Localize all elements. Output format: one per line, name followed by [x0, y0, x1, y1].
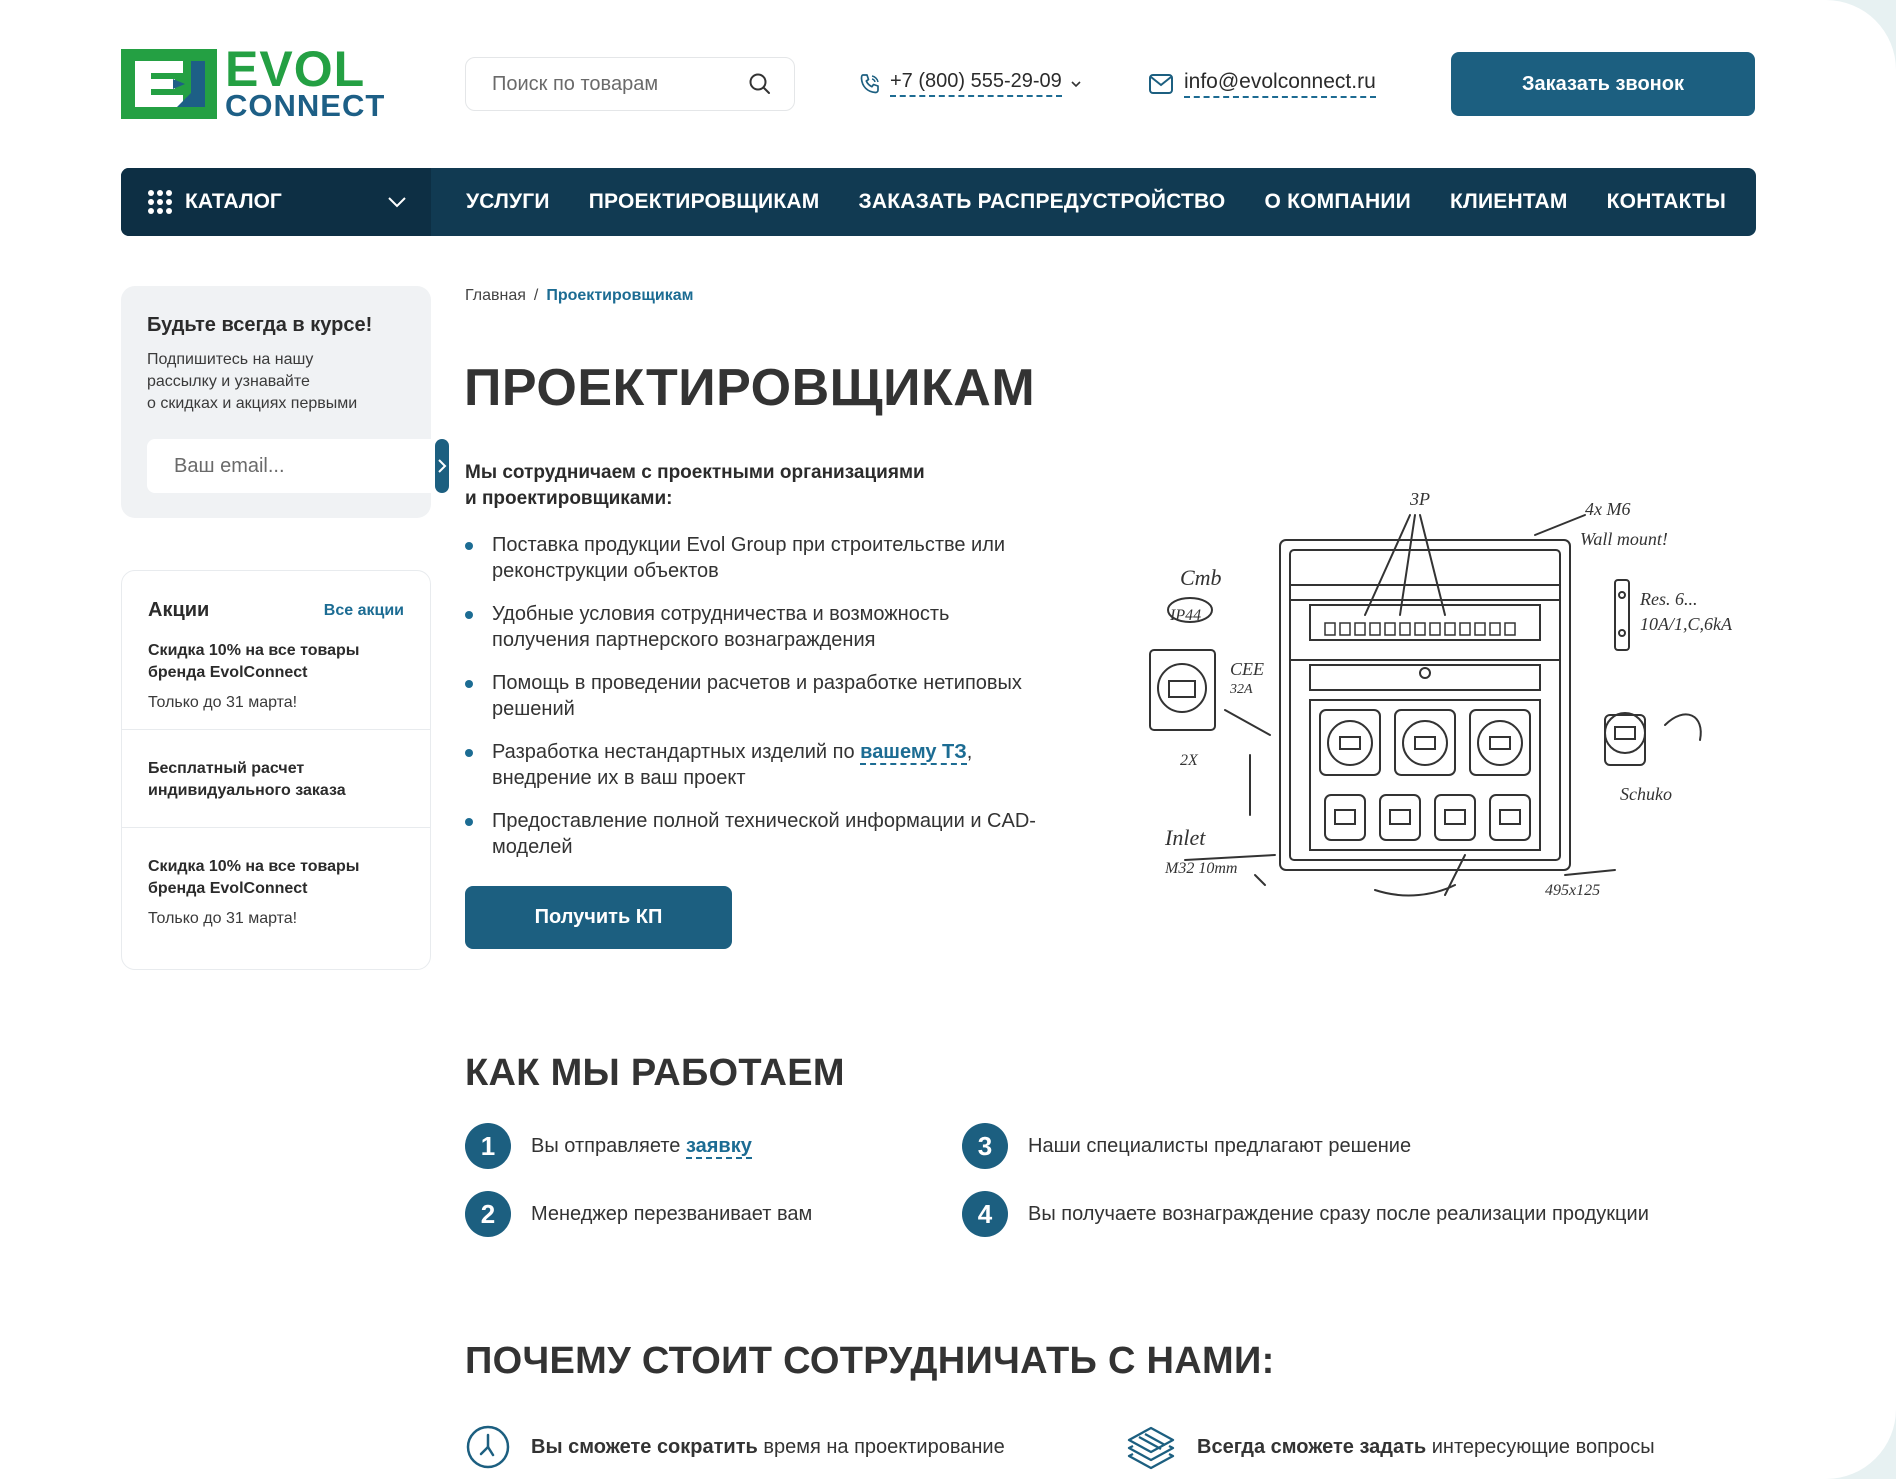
list-item-line: моделей: [492, 836, 573, 858]
list-item-line: ,: [966, 741, 973, 763]
nav-item-designers[interactable]: ПРОЕКТИРОВЩИКАМ: [588, 190, 820, 213]
intro-text: [465, 460, 1005, 512]
subscribe-form: [147, 439, 405, 493]
why-item: [465, 1424, 1005, 1470]
nav-catalog-label: КАТАЛОГ: [185, 190, 282, 213]
intro-line-2: и проектировщиками:: [465, 488, 673, 509]
sketch-annotation: Res. 6...: [1640, 589, 1698, 609]
step-item: [962, 1123, 1411, 1169]
sketch-annotation: 2X: [1180, 752, 1198, 769]
all-promos-link[interactable]: Все акции: [323, 601, 404, 619]
promo-item[interactable]: [122, 622, 430, 730]
intro-line-1: Мы сотрудничаем с проектными организациями: [465, 462, 925, 483]
list-item: [465, 808, 1085, 860]
email-address[interactable]: info@evolconnect.ru: [1184, 70, 1376, 98]
chevron-down-icon[interactable]: [1070, 78, 1082, 90]
step-text: Менеджер перезванивает вам: [531, 1202, 813, 1225]
promo-item-title: Скидка 10% на все товары: [148, 642, 360, 659]
promo-item-note: Только до 31 марта!: [148, 694, 298, 711]
sketch-annotation: CEE: [1230, 659, 1264, 679]
list-item-line: Удобные условия сотрудничества и возможность: [492, 603, 950, 625]
nav-item-about[interactable]: О КОМПАНИИ: [1264, 190, 1411, 213]
why-text-bold: Вы сможете сократить: [531, 1435, 758, 1458]
step-item: [465, 1123, 752, 1169]
email-field[interactable]: [147, 439, 439, 493]
sketch-annotation: Schuko: [1620, 784, 1672, 804]
subscribe-card: [121, 286, 431, 518]
breadcrumb-home[interactable]: Главная: [465, 287, 526, 304]
main-nav: [121, 168, 1756, 236]
clock-icon: [465, 1424, 511, 1470]
list-item-line: получения партнерского вознаграждения: [492, 629, 876, 651]
promo-item[interactable]: [122, 730, 430, 828]
mail-icon: [1148, 73, 1174, 95]
promo-item-title: Скидка 10% на все товары: [148, 858, 360, 875]
step-number: 4: [962, 1191, 1008, 1237]
get-offer-button[interactable]: Получить КП: [465, 886, 732, 949]
nav-catalog[interactable]: [121, 168, 431, 236]
step-text: Вы получаете вознаграждение сразу после реализации продукции: [1028, 1202, 1649, 1225]
sketch-annotation: Wall mount!: [1580, 529, 1668, 549]
why-us-title: ПОЧЕМУ СТОИТ СОТРУДНИЧАТЬ С НАМИ:: [465, 1340, 1275, 1382]
logo[interactable]: [121, 41, 391, 123]
sketch-annotation: 4x M6: [1585, 499, 1631, 519]
breadcrumb-current: Проектировщикам: [546, 287, 694, 304]
tz-link[interactable]: вашему ТЗ: [860, 741, 967, 763]
breadcrumb: [465, 287, 693, 305]
page-title: ПРОЕКТИРОВЩИКАМ: [464, 359, 1036, 417]
grid-icon: [147, 189, 173, 215]
sketch-annotation: M32 10mm: [1165, 860, 1238, 877]
promo-title: Акции: [148, 599, 210, 621]
nav-item-clients[interactable]: КЛИЕНТАМ: [1450, 190, 1568, 213]
why-text: [1197, 1436, 1655, 1459]
subscribe-submit-button[interactable]: [435, 439, 449, 493]
promo-card: [121, 570, 431, 970]
subscribe-text-3: о скидках и акциях первыми: [147, 395, 358, 412]
logo-mark-icon: [121, 49, 217, 119]
promo-header: [122, 571, 430, 622]
step-text: [531, 1135, 752, 1158]
promo-item[interactable]: [122, 828, 430, 928]
promo-item-note: Только до 31 марта!: [148, 910, 298, 927]
logo-text-evol: EVOL: [225, 41, 366, 97]
chevron-right-icon: [435, 457, 449, 475]
subscribe-text-2: рассылку и узнавайте: [147, 373, 310, 390]
phone-number[interactable]: +7 (800) 555-29-09: [890, 70, 1062, 97]
chevron-down-icon: [387, 196, 407, 208]
list-item-line: Разработка нестандартных изделий по: [492, 741, 861, 763]
subscribe-title: Будьте всегда в курсе!: [147, 314, 373, 336]
search-icon[interactable]: [748, 72, 772, 96]
list-item: [465, 601, 1085, 653]
promo-item-title: Бесплатный расчет: [148, 760, 305, 777]
sketch-annotation: 10A/1,C,6kA: [1640, 614, 1732, 634]
step-number: 2: [465, 1191, 511, 1237]
step-text: Наши специалисты предлагают решение: [1028, 1134, 1412, 1157]
sketch-annotation: 495x125: [1545, 882, 1601, 899]
why-text-rest: интересующие вопросы: [1426, 1435, 1655, 1458]
how-we-work-title: КАК МЫ РАБОТАЕМ: [465, 1052, 845, 1094]
benefits-list: [465, 532, 1085, 877]
step-text-part: Вы отправляете: [531, 1134, 686, 1157]
step-number: 3: [962, 1123, 1008, 1169]
subscribe-text-1: Подпишитесь на нашу: [147, 351, 314, 368]
list-item-line: внедрение их в ваш проект: [492, 767, 746, 789]
list-item-line: Помощь в проведении расчетов и разработке нетиповых: [492, 672, 1022, 694]
search-input[interactable]: [492, 73, 732, 96]
list-item-line: реконструкции объектов: [492, 560, 719, 582]
sketch-annotation: Inlet: [1165, 825, 1206, 850]
step-item: [465, 1191, 812, 1237]
promo-item-title: бренда EvolConnect: [148, 880, 308, 897]
list-item-line: решений: [492, 698, 575, 720]
search-box: [465, 57, 795, 111]
email-contact[interactable]: [1148, 70, 1376, 98]
why-text: [531, 1436, 1005, 1459]
list-item: [465, 670, 1085, 722]
list-item: [465, 739, 1085, 791]
layers-icon: [1125, 1424, 1177, 1470]
phone-icon: [858, 72, 882, 96]
promo-item-title: бренда EvolConnect: [148, 664, 308, 681]
breadcrumb-separator: /: [533, 287, 539, 304]
step-number: 1: [465, 1123, 511, 1169]
why-item: [1125, 1424, 1655, 1470]
nav-items: [431, 190, 1756, 214]
sketch-annotation: IP44: [1170, 607, 1202, 624]
list-item-line: Поставка продукции Evol Group при строительстве или: [492, 534, 1006, 556]
sketch-annotation: Cmb: [1180, 565, 1222, 590]
phone-contact[interactable]: [858, 70, 1082, 97]
why-text-rest: время на проектирование: [757, 1435, 1005, 1458]
list-item: [465, 532, 1085, 584]
request-link[interactable]: заявку: [685, 1134, 752, 1157]
nav-item-services[interactable]: УСЛУГИ: [466, 190, 550, 213]
list-item-line: Предоставление полной технической информации и CAD-: [492, 810, 1036, 832]
why-text-bold: Всегда сможете задать: [1197, 1435, 1427, 1458]
nav-item-contacts[interactable]: КОНТАКТЫ: [1606, 190, 1726, 213]
promo-item-title: индивидуального заказа: [148, 782, 346, 799]
switchboard-sketch-illustration: [1145, 475, 1750, 935]
step-item: [962, 1191, 1649, 1237]
logo-text-connect: CONNECT: [225, 88, 386, 123]
sketch-annotation: 32A: [1230, 682, 1253, 697]
nav-item-order-switchgear[interactable]: ЗАКАЗАТЬ РАСПРЕДУСТРОЙСТВО: [858, 190, 1226, 213]
sketch-annotation: 3P: [1410, 489, 1430, 509]
order-call-button[interactable]: Заказать звонок: [1451, 52, 1755, 116]
